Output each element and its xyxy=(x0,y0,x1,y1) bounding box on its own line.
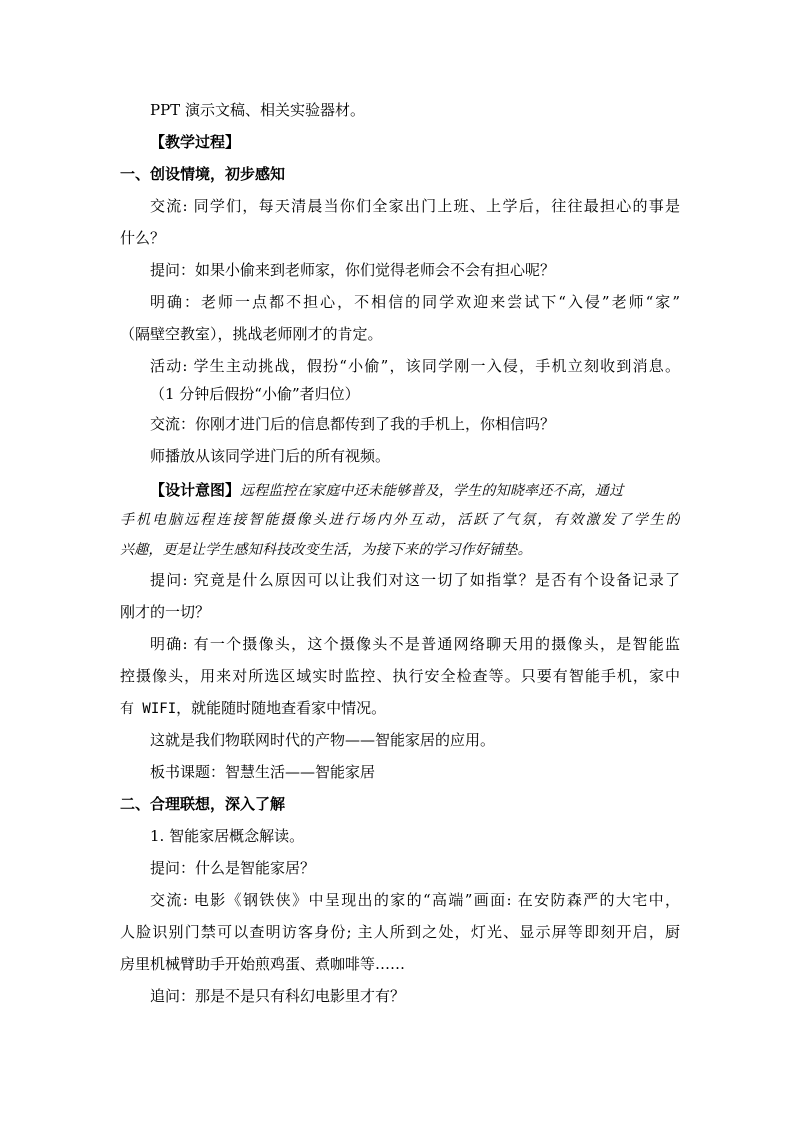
paragraph-line: 刚才的一切？ xyxy=(120,603,211,621)
paragraph-line: 交流: 同学们，每天清晨当你们全家出门上班、上学后，往往最担心的事是 xyxy=(150,197,680,215)
design-intent-line: 兴趣，更是让学生感知科技改变生活，为接下来的学习作好铺垫。 xyxy=(120,542,532,558)
design-intent-line xyxy=(150,480,680,501)
paragraph-line: 追问：那是不是只有科幻电影里才有？ xyxy=(150,987,406,1005)
section-heading-2: 二、合理联想，深入了解 xyxy=(120,795,286,813)
paragraph-line: 交流: 电影《钢铁侠》中呈现出的家的“高端”画面: 在安防森严的大宅中， xyxy=(150,891,680,909)
paragraph-line: 交流：你刚才进门后的信息都传到了我的手机上，你相信吗？ xyxy=(150,415,556,433)
paragraph-line: 活动: 学生主动挑战，假扮“小偷”，该同学刚一入侵，手机立刻收到消息。 xyxy=(150,357,680,375)
design-intent-text: 远程监控在家庭中还未能够普及，学生的知晓率还不高，通过 xyxy=(240,483,624,499)
section-heading-teaching-process: 【教学过程】 xyxy=(150,133,241,151)
design-intent-line: 手机电脑远程连接智能摄像头进行场内外互动，活跃了气氛，有效激发了学生的 xyxy=(120,512,680,528)
paragraph-line: 什么？ xyxy=(120,229,166,247)
paragraph-line: 控摄像头，用来对所选区域实时监控、执行安全检查等。只要有智能手机，家中 xyxy=(120,667,680,685)
paragraph-text: ，就能随时随地查看家中情况。 xyxy=(176,699,387,717)
section-heading-1: 一、创设情境，初步感知 xyxy=(120,165,286,183)
design-intent-label: 【设计意图】 xyxy=(150,481,241,499)
paragraph-line: 人脸识别门禁可以查明访客身份; 主人所到之处，灯光、显示屏等即刻开启，厨 xyxy=(120,923,680,941)
paragraph-line: （1 分钟后假扮“小偷”者归位） xyxy=(150,385,360,403)
board-title-line: 板书课题：智慧生活——智能家居 xyxy=(150,763,376,781)
paragraph-line: 提问: 究竟是什么原因可以让我们对这一切了如指掌？是否有个设备记录了 xyxy=(150,571,680,589)
paragraph-line: 师播放从该同学进门后的所有视频。 xyxy=(150,447,391,465)
wifi-text: 有 WIFI xyxy=(120,701,177,717)
paragraph-line: 提问：如果小偷来到老师家，你们觉得老师会不会有担心呢？ xyxy=(150,261,556,279)
paragraph-line: 这就是我们物联网时代的产物——智能家居的应用。 xyxy=(150,731,496,749)
paragraph-line: 明确：老师一点都不担心，不相信的同学欢迎来尝试下“入侵”老师“家” xyxy=(150,293,680,311)
materials-line: PPT 演示文稿、相关实验器材。 xyxy=(150,101,365,119)
paragraph-line: 房里机械臂助手开始煎鸡蛋、煮咖啡等…… xyxy=(120,955,406,973)
paragraph-line: （隔壁空教室），挑战老师刚才的肯定。 xyxy=(120,325,383,343)
subsection-heading: 1. 智能家居概念解读。 xyxy=(150,827,305,845)
paragraph-line: 提问：什么是智能家居？ xyxy=(150,859,316,877)
paragraph-line: 明确: 有一个摄像头，这个摄像头不是普通网络聊天用的摄像头，是智能监 xyxy=(150,635,680,653)
paragraph-line xyxy=(120,698,680,719)
